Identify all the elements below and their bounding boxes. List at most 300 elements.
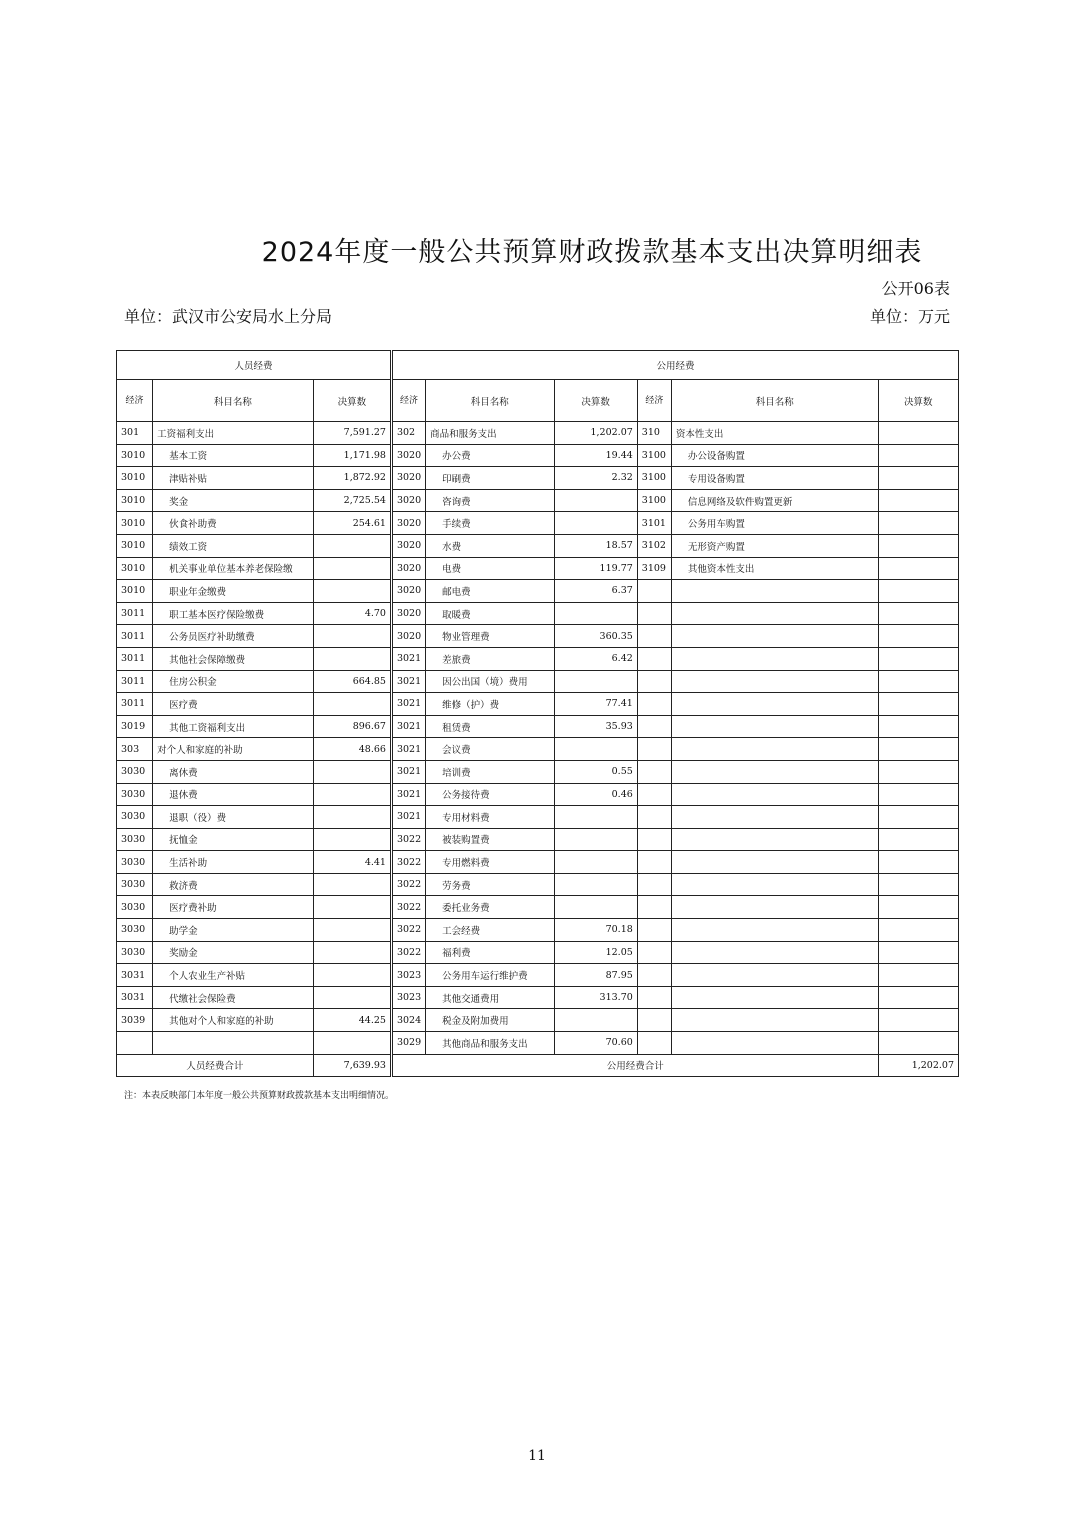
cell-code [637, 873, 671, 896]
cell-name: 专用燃料费 [426, 851, 554, 874]
table-row [117, 851, 959, 874]
cell-name: 职业年金缴费 [153, 580, 314, 603]
table-row [117, 647, 959, 670]
cell-code: 3020 [391, 580, 425, 603]
cell-code [637, 693, 671, 716]
cell-amount [878, 851, 958, 874]
cell-name [671, 919, 878, 942]
cell-code: 3021 [391, 715, 425, 738]
cell-amount [313, 828, 391, 851]
cell-name: 专用设备购置 [671, 467, 878, 490]
cell-name [671, 602, 878, 625]
page-number: 11 [528, 1448, 546, 1464]
table-row [117, 693, 959, 716]
cell-code [637, 602, 671, 625]
cell-amount [313, 941, 391, 964]
cell-code: 310 [637, 422, 671, 445]
table-note: 注：本表反映部门本年度一般公共预算财政拨款基本支出明细情况。 [124, 1091, 395, 1101]
cell-amount [313, 557, 391, 580]
cell-name: 公务用车购置 [671, 512, 878, 535]
cell-code: 303 [117, 738, 153, 761]
cell-name [671, 941, 878, 964]
table-row [117, 760, 959, 783]
cell-amount [878, 467, 958, 490]
cell-amount: 7,591.27 [313, 422, 391, 445]
cell-amount: 664.85 [313, 670, 391, 693]
cell-code: 3019 [117, 715, 153, 738]
table-row [117, 444, 959, 467]
cell-amount [878, 738, 958, 761]
cell-code: 3021 [391, 806, 425, 829]
cell-name: 救济费 [153, 873, 314, 896]
cell-amount [313, 760, 391, 783]
cell-name: 物业管理费 [426, 625, 554, 648]
cell-name: 办公费 [426, 444, 554, 467]
table-row [117, 602, 959, 625]
cell-code: 3021 [391, 738, 425, 761]
cell-code: 3030 [117, 760, 153, 783]
cell-code: 3020 [391, 467, 425, 490]
cell-code: 3030 [117, 828, 153, 851]
table-row [117, 873, 959, 896]
cell-name [671, 693, 878, 716]
cell-name: 医疗费补助 [153, 896, 314, 919]
reporting-unit: 单位：武汉市公安局水上分局 [124, 307, 333, 326]
cell-amount: 1,171.98 [313, 444, 391, 467]
cell-amount: 70.60 [554, 1032, 637, 1055]
cell-code: 3031 [117, 986, 153, 1009]
cell-amount: 119.77 [554, 557, 637, 580]
cell-amount [878, 806, 958, 829]
cell-amount: 254.61 [313, 512, 391, 535]
cell-amount [878, 715, 958, 738]
cell-amount [313, 625, 391, 648]
table-row [117, 919, 959, 942]
code-column-header: 经济 [391, 380, 425, 422]
cell-amount: 313.70 [554, 986, 637, 1009]
public-total-label: 公用经费合计 [391, 1054, 878, 1077]
cell-code [637, 760, 671, 783]
cell-name: 代缴社会保险费 [153, 986, 314, 1009]
cell-amount: 77.41 [554, 693, 637, 716]
cell-code: 3011 [117, 647, 153, 670]
cell-name [671, 647, 878, 670]
cell-code [637, 941, 671, 964]
cell-amount: 18.57 [554, 534, 637, 557]
page-title: 2024年度一般公共预算财政拨款基本支出决算明细表 [261, 237, 923, 268]
personnel-total-amount: 7,639.93 [313, 1054, 391, 1077]
cell-code: 3011 [117, 670, 153, 693]
name-column-header: 科目名称 [153, 380, 314, 422]
cell-name: 退职（役）费 [153, 806, 314, 829]
cell-amount: 360.35 [554, 625, 637, 648]
cell-amount [878, 489, 958, 512]
cell-amount [554, 738, 637, 761]
cell-code: 3021 [391, 693, 425, 716]
cell-code: 3100 [637, 444, 671, 467]
cell-code: 3022 [391, 941, 425, 964]
cell-name: 培训费 [426, 760, 554, 783]
table-row [117, 512, 959, 535]
cell-code [637, 851, 671, 874]
cell-code: 3020 [391, 534, 425, 557]
cell-code: 3024 [391, 1009, 425, 1032]
cell-code: 3030 [117, 783, 153, 806]
cell-name: 福利费 [426, 941, 554, 964]
cell-amount [313, 986, 391, 1009]
cell-amount [878, 783, 958, 806]
cell-code: 3100 [637, 489, 671, 512]
cell-amount: 35.93 [554, 715, 637, 738]
cell-amount: 6.37 [554, 580, 637, 603]
table-row [117, 534, 959, 557]
cell-amount: 44.25 [313, 1009, 391, 1032]
cell-code: 3010 [117, 512, 153, 535]
cell-amount: 896.67 [313, 715, 391, 738]
cell-name [671, 873, 878, 896]
cell-code: 3102 [637, 534, 671, 557]
cell-name: 奖励金 [153, 941, 314, 964]
cell-name [153, 1032, 314, 1055]
cell-code: 3020 [391, 625, 425, 648]
personnel-section-header: 人员经费 [117, 351, 392, 380]
cell-amount [554, 602, 637, 625]
cell-name: 资本性支出 [671, 422, 878, 445]
cell-amount [554, 1009, 637, 1032]
cell-code [637, 670, 671, 693]
cell-amount [878, 986, 958, 1009]
amount-column-header: 决算数 [554, 380, 637, 422]
cell-amount [878, 512, 958, 535]
cell-amount [313, 806, 391, 829]
cell-amount [313, 896, 391, 919]
cell-code: 3011 [117, 625, 153, 648]
cell-code: 3031 [117, 964, 153, 987]
cell-code: 3010 [117, 489, 153, 512]
cell-code: 3021 [391, 647, 425, 670]
cell-name: 其他对个人和家庭的补助 [153, 1009, 314, 1032]
cell-code: 302 [391, 422, 425, 445]
cell-name: 其他资本性支出 [671, 557, 878, 580]
cell-name: 被装购置费 [426, 828, 554, 851]
cell-code: 3023 [391, 986, 425, 1009]
cell-name: 工资福利支出 [153, 422, 314, 445]
cell-name [671, 783, 878, 806]
table-row [117, 422, 959, 445]
table-row [117, 1032, 959, 1055]
public-section-header: 公用经费 [391, 351, 958, 380]
cell-code: 3022 [391, 896, 425, 919]
cell-code: 301 [117, 422, 153, 445]
cell-amount [313, 647, 391, 670]
cell-amount [878, 534, 958, 557]
cell-code: 3101 [637, 512, 671, 535]
cell-code: 3030 [117, 851, 153, 874]
cell-name: 印刷费 [426, 467, 554, 490]
table-row [117, 783, 959, 806]
cell-name: 机关事业单位基本养老保险缴 [153, 557, 314, 580]
cell-name: 会议费 [426, 738, 554, 761]
cell-amount [313, 873, 391, 896]
cell-name: 其他工资福利支出 [153, 715, 314, 738]
code-column-header: 经济 [117, 380, 153, 422]
table-row [117, 986, 959, 1009]
name-column-header: 科目名称 [426, 380, 554, 422]
amount-column-header: 决算数 [313, 380, 391, 422]
cell-amount [878, 693, 958, 716]
cell-code: 3022 [391, 828, 425, 851]
cell-amount: 4.41 [313, 851, 391, 874]
cell-name: 抚恤金 [153, 828, 314, 851]
cell-name: 退休费 [153, 783, 314, 806]
cell-name: 职工基本医疗保险缴费 [153, 602, 314, 625]
table-row [117, 557, 959, 580]
cell-code [637, 715, 671, 738]
cell-code: 3021 [391, 760, 425, 783]
cell-name [671, 964, 878, 987]
cell-name: 租赁费 [426, 715, 554, 738]
cell-name: 邮电费 [426, 580, 554, 603]
cell-name [671, 625, 878, 648]
cell-amount [554, 806, 637, 829]
cell-name: 因公出国（境）费用 [426, 670, 554, 693]
cell-code: 3011 [117, 693, 153, 716]
cell-amount [554, 512, 637, 535]
cell-name [671, 1032, 878, 1055]
cell-code [637, 1009, 671, 1032]
table-row [117, 715, 959, 738]
name-column-header: 科目名称 [671, 380, 878, 422]
cell-name [671, 715, 878, 738]
cell-code [637, 783, 671, 806]
cell-name: 住房公积金 [153, 670, 314, 693]
amount-column-header: 决算数 [878, 380, 958, 422]
cell-code: 3010 [117, 534, 153, 557]
cell-code: 3030 [117, 806, 153, 829]
table-row [117, 467, 959, 490]
cell-amount [878, 1009, 958, 1032]
cell-amount [313, 964, 391, 987]
cell-amount [878, 670, 958, 693]
table-row [117, 738, 959, 761]
cell-amount: 87.95 [554, 964, 637, 987]
table-row [117, 896, 959, 919]
cell-code: 3022 [391, 873, 425, 896]
cell-code: 3011 [117, 602, 153, 625]
cell-code: 3022 [391, 919, 425, 942]
cell-amount [878, 647, 958, 670]
cell-code: 3030 [117, 941, 153, 964]
cell-name: 专用材料费 [426, 806, 554, 829]
cell-amount [878, 964, 958, 987]
table-row [117, 964, 959, 987]
cell-code: 3030 [117, 896, 153, 919]
cell-amount [878, 444, 958, 467]
cell-code: 3022 [391, 851, 425, 874]
cell-amount: 0.55 [554, 760, 637, 783]
cell-code [637, 828, 671, 851]
cell-amount [554, 670, 637, 693]
cell-name: 取暖费 [426, 602, 554, 625]
cell-code: 3021 [391, 670, 425, 693]
cell-name: 伙食补助费 [153, 512, 314, 535]
cell-code: 3021 [391, 783, 425, 806]
cell-amount: 1,872.92 [313, 467, 391, 490]
cell-name: 公务接待费 [426, 783, 554, 806]
cell-name [671, 896, 878, 919]
cell-amount [878, 873, 958, 896]
cell-amount [878, 1032, 958, 1055]
public-total-amount: 1,202.07 [878, 1054, 958, 1077]
cell-amount: 0.46 [554, 783, 637, 806]
cell-amount [554, 873, 637, 896]
cell-code: 3020 [391, 512, 425, 535]
cell-name [671, 670, 878, 693]
cell-code [117, 1032, 153, 1055]
cell-code: 3023 [391, 964, 425, 987]
table-row [117, 1009, 959, 1032]
cell-code [637, 896, 671, 919]
cell-name: 劳务费 [426, 873, 554, 896]
currency-unit: 单位：万元 [869, 307, 950, 326]
table-row [117, 806, 959, 829]
cell-amount [878, 625, 958, 648]
code-column-header: 经济 [637, 380, 671, 422]
cell-code [637, 986, 671, 1009]
cell-name: 医疗费 [153, 693, 314, 716]
expenditure-table [116, 350, 959, 1077]
cell-amount [878, 896, 958, 919]
cell-amount [554, 489, 637, 512]
cell-amount [878, 919, 958, 942]
cell-amount [313, 783, 391, 806]
cell-amount [878, 828, 958, 851]
cell-code: 3029 [391, 1032, 425, 1055]
cell-amount [878, 760, 958, 783]
cell-name: 无形资产购置 [671, 534, 878, 557]
cell-code: 3020 [391, 444, 425, 467]
table-row [117, 828, 959, 851]
cell-name: 其他商品和服务支出 [426, 1032, 554, 1055]
cell-name: 津贴补贴 [153, 467, 314, 490]
cell-code: 3030 [117, 919, 153, 942]
cell-code: 3100 [637, 467, 671, 490]
cell-amount: 4.70 [313, 602, 391, 625]
cell-amount [313, 693, 391, 716]
cell-amount [313, 1032, 391, 1055]
cell-name: 委托业务费 [426, 896, 554, 919]
table-row [117, 625, 959, 648]
cell-name [671, 986, 878, 1009]
cell-amount [878, 602, 958, 625]
cell-code: 3020 [391, 489, 425, 512]
cell-amount: 12.05 [554, 941, 637, 964]
cell-name: 信息网络及软件购置更新 [671, 489, 878, 512]
cell-name: 办公设备购置 [671, 444, 878, 467]
cell-code [637, 1032, 671, 1055]
cell-name: 助学金 [153, 919, 314, 942]
cell-code: 3010 [117, 580, 153, 603]
cell-name: 维修（护）费 [426, 693, 554, 716]
table-row [117, 941, 959, 964]
cell-code: 3039 [117, 1009, 153, 1032]
cell-amount: 1,202.07 [554, 422, 637, 445]
table-row [117, 489, 959, 512]
cell-amount [313, 919, 391, 942]
cell-code [637, 580, 671, 603]
cell-name: 其他交通费用 [426, 986, 554, 1009]
cell-amount [878, 557, 958, 580]
cell-amount: 2.32 [554, 467, 637, 490]
cell-amount [313, 534, 391, 557]
cell-amount [554, 896, 637, 919]
cell-amount [554, 851, 637, 874]
cell-amount: 48.66 [313, 738, 391, 761]
cell-name: 其他社会保障缴费 [153, 647, 314, 670]
cell-name [671, 851, 878, 874]
cell-code [637, 964, 671, 987]
cell-name [671, 1009, 878, 1032]
cell-name: 税金及附加费用 [426, 1009, 554, 1032]
cell-amount: 19.44 [554, 444, 637, 467]
cell-name: 工会经费 [426, 919, 554, 942]
cell-name: 公务用车运行维护费 [426, 964, 554, 987]
cell-name: 离休费 [153, 760, 314, 783]
cell-name: 商品和服务支出 [426, 422, 554, 445]
cell-amount [878, 941, 958, 964]
cell-code [637, 625, 671, 648]
cell-name: 对个人和家庭的补助 [153, 738, 314, 761]
cell-amount: 2,725.54 [313, 489, 391, 512]
cell-amount [313, 580, 391, 603]
cell-name [671, 828, 878, 851]
cell-amount: 70.18 [554, 919, 637, 942]
cell-code [637, 647, 671, 670]
cell-amount [554, 828, 637, 851]
cell-amount [878, 580, 958, 603]
cell-code: 3020 [391, 557, 425, 580]
personnel-total-label: 人员经费合计 [117, 1054, 314, 1077]
cell-code: 3109 [637, 557, 671, 580]
cell-code: 3030 [117, 873, 153, 896]
cell-name: 手续费 [426, 512, 554, 535]
cell-name [671, 760, 878, 783]
cell-code: 3020 [391, 602, 425, 625]
cell-code [637, 919, 671, 942]
cell-name: 电费 [426, 557, 554, 580]
table-row [117, 580, 959, 603]
cell-code: 3010 [117, 557, 153, 580]
cell-code [637, 806, 671, 829]
cell-code: 3010 [117, 467, 153, 490]
cell-name: 差旅费 [426, 647, 554, 670]
cell-name [671, 580, 878, 603]
cell-name: 公务员医疗补助缴费 [153, 625, 314, 648]
table-row [117, 670, 959, 693]
cell-amount [878, 422, 958, 445]
cell-name: 绩效工资 [153, 534, 314, 557]
cell-amount: 6.42 [554, 647, 637, 670]
cell-code [637, 738, 671, 761]
table-number: 公开06表 [881, 279, 950, 298]
cell-name: 生活补助 [153, 851, 314, 874]
cell-name [671, 738, 878, 761]
cell-name: 奖金 [153, 489, 314, 512]
cell-name: 水费 [426, 534, 554, 557]
cell-name: 基本工资 [153, 444, 314, 467]
cell-name: 个人农业生产补贴 [153, 964, 314, 987]
cell-name: 咨询费 [426, 489, 554, 512]
